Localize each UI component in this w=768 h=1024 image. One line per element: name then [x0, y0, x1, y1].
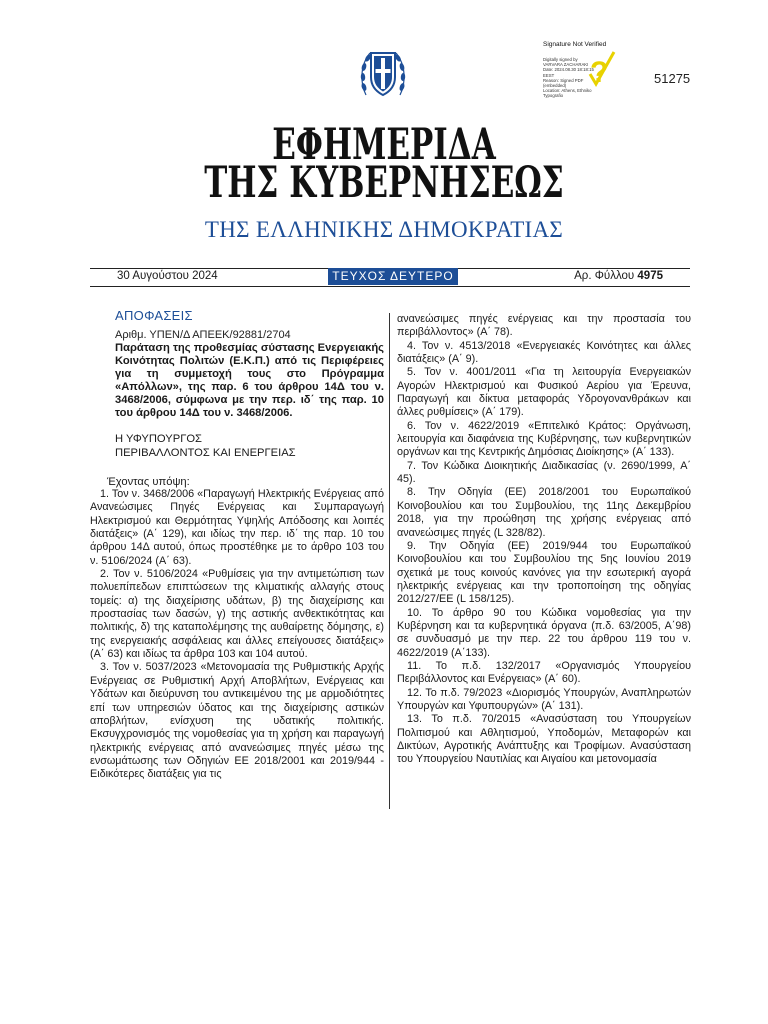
- decision-title: Παράταση της προθεσμίας σύστασης Ενεργειακής Κοινότητας Πολιτών (Ε.Κ.Π.) από τις Περιφέρειες για τη συμμετοχή τους στο Πρόγραμμα «Απόλλων», της παρ. 6 του άρθρου 14Δ του ν. 3468/2006, σύμφωνα με την περ. ιδ΄ της παρ. 10 του άρθρου 14Δ του ν. 3468/2006.: [115, 342, 384, 419]
- recital-paragraph: 6. Τον ν. 4622/2019 «Επιτελικό Κράτος: Οργάνωση, λειτουργία και διαφάνεια της Κυβέρνησης, των κυβερνητικών οργάνων και της Κεντρικής Δημόσιας Διοίκησης» (Α΄ 133).: [397, 419, 691, 459]
- recital-paragraph: 7. Τον Κώδικα Διοικητικής Διαδικασίας (ν. 2690/1999, Α΄ 45).: [397, 459, 691, 486]
- having-regard-label: Έχοντας υπόψη:: [107, 476, 190, 488]
- digital-signature-block: [540, 40, 632, 99]
- column-divider: [389, 313, 390, 809]
- page-number: 51275: [654, 71, 691, 86]
- section-heading: ΑΠΟΦΑΣΕΙΣ: [115, 308, 193, 323]
- recital-paragraph: 3. Τον ν. 5037/2023 «Μετονομασία της Ρυθμιστικής Αρχής Ενέργειας σε Ρυθμιστική Αρχή Αποβλήτων, Ενέργειας και Υδάτων και διεύρυνση του αντικειμένου της με αρμοδιότητες επί των υπηρεσιών ύδατος και της διαχείρισης αστικών αποβλήτων, ενίσχυση της υδατικής πολιτικής. Εκσυγχρονισμός της νομοθεσίας για τη χρήση και παραγωγή ηλεκτρικής ενέργειας από ανανεώσιμες πηγές μέσω της ενσωμάτωσης των Οδηγιών ΕΕ 2018/2001 και 2019/944 - Ειδικότερες διατάξεις για τις: [90, 661, 384, 781]
- issue-series-badge: ΤΕΥΧΟΣ ΔΕΥΤΕΡΟ: [328, 268, 458, 285]
- recital-paragraph: 12. Το π.δ. 79/2023 «Διορισμός Υπουργών, Αναπληρωτών Υπουργών και Υφυπουργών» (Α΄ 131).: [397, 686, 691, 712]
- recital-paragraph: 2. Τον ν. 5106/2024 «Ρυθμίσεις για την αντιμετώπιση των πολυεπίπεδων επιπτώσεων της κλιματικής αλλαγής στους τομείς: α) της διαχείρισης υδάτων, β) της διαχείρισης και προστασίας των δασών, γ) της αστικής ανθεκτικότητας και πολιτικής, δ) της καταπολέμησης της αυθαίρετης δόμησης, ε) της ενεργειακής ασφάλειας και άλλες επείγουσες διατάξεις» (Α΄ 63) και ιδίως τα άρθρα 103 και 104 αυτού.: [90, 568, 384, 661]
- svg-text:?: ?: [590, 56, 609, 89]
- signature-details: Digitally signed by VARVARA ZACHARAKI Date: 2024.08.30 18:18:15 EEST Reason: Signed PDF (embedded) Location: Athens, Ethniko Typografio: [543, 57, 594, 99]
- recital-paragraph: 4. Τον ν. 4513/2018 «Ενεργειακές Κοινότητες και άλλες διατάξεις» (Α΄ 9).: [397, 339, 691, 366]
- protocol-number: Αριθμ. ΥΠΕΝ/Δ ΑΠΕΕΚ/92881/2704: [115, 329, 291, 341]
- gazette-title-line2: ΤΗΣ ΚΥΒΕΡΝΗΣΕΩΣ: [204, 158, 564, 208]
- minister-heading: Η ΥΦΥΠΟΥΡΓΟΣ ΠΕΡΙΒΑΛΛΟΝΤΟΣ ΚΑΙ ΕΝΕΡΓΕΙΑΣ: [115, 433, 296, 459]
- republic-subtitle: ΤΗΣ ΕΛΛΗΝΙΚΗΣ ΔΗΜΟΚΡΑΤΙΑΣ: [204, 217, 564, 242]
- right-column: [397, 313, 691, 767]
- recital-paragraph: 8. Την Οδηγία (ΕΕ) 2018/2001 του Ευρωπαϊκού Κοινοβουλίου και του Συμβουλίου, της 11ης Δεκεμβρίου 2018, για την προώθηση της χρήσης ενέργειας από ανανεώσιμες πηγές (L 328/82).: [397, 486, 691, 539]
- recital-paragraph: 11. Το π.δ. 132/2017 «Οργανισμός Υπουργείου Περιβάλλοντος και Ενέργειας» (Α΄ 60).: [397, 659, 691, 686]
- recital-paragraph: 9. Την Οδηγία (ΕΕ) 2019/944 του Ευρωπαϊκού Κοινοβουλίου και του Συμβουλίου της 5ης Ιουνίου 2019 σχετικά με τους κοινούς κανόνες για την εσωτερική αγορά ηλεκτρικής ενέργειας και την τροποποίηση της οδηγίας 2012/27/ΕΕ (L 158/125).: [397, 539, 691, 606]
- recital-paragraph: 1. Τον ν. 3468/2006 «Παραγωγή Ηλεκτρικής Ενέργειας από Ανανεώσιμες Πηγές Ενέργειας και Συμπαραγωγή Ηλεκτρισμού και Θερμότητας Υψηλής Απόδοσης και λοιπές διατάξεις» (Α΄ 129), και ιδίως την περ. ιδ΄ της παρ. 10 του άρθρου 14Δ αυτού, όπως προστέθηκε με το άρθρο 103 του ν. 5106/2024 (Α΄ 63).: [90, 488, 384, 567]
- sheet-number: Αρ. Φύλλου 4975: [574, 270, 663, 282]
- issue-bar: [90, 268, 690, 287]
- recital-paragraph: 10. Το άρθρο 90 του Κώδικα νομοθεσίας για την Κυβέρνηση και τα κυβερνητικά όργανα (π.δ. 63/2005, Α΄98) σε συνδυασμό με την περ. 22 του άρθρου 119 του ν. 4622/2019 (Α΄133).: [397, 606, 691, 659]
- issue-date: 30 Αυγούστου 2024: [117, 270, 218, 282]
- recital-paragraph: 5. Τον ν. 4001/2011 «Για τη λειτουργία Ενεργειακών Αγορών Ηλεκτρισμού και Φυσικού Αερίου για Έρευνα, Παραγωγή και δίκτυα μεταφοράς Υδρογονανθράκων και άλλες ρυθμίσεις» (Α΄ 179).: [397, 366, 691, 419]
- recital-continuation: ανανεώσιμες πηγές ενέργειας και την προστασία του περιβάλλοντος» (Α΄ 78).: [397, 313, 691, 339]
- signature-title: Signature Not Verified: [543, 41, 607, 48]
- greek-coat-of-arms-icon: [358, 43, 408, 103]
- recital-paragraph: 13. Το π.δ. 70/2015 «Ανασύσταση του Υπουργείων Πολιτισμού και Αθλητισμού, Υποδομών, Μεταφορών και Δικτύων, Αγροτικής Ανάπτυξης και Τροφίμων. Ανασύσταση του Υπουργείου Ναυτιλίας και Αιγαίου και μετονομασία: [397, 713, 691, 766]
- gazette-title-line1: ΕΦΗΜΕΡΙΔΑ: [272, 120, 496, 170]
- left-column: [90, 308, 384, 782]
